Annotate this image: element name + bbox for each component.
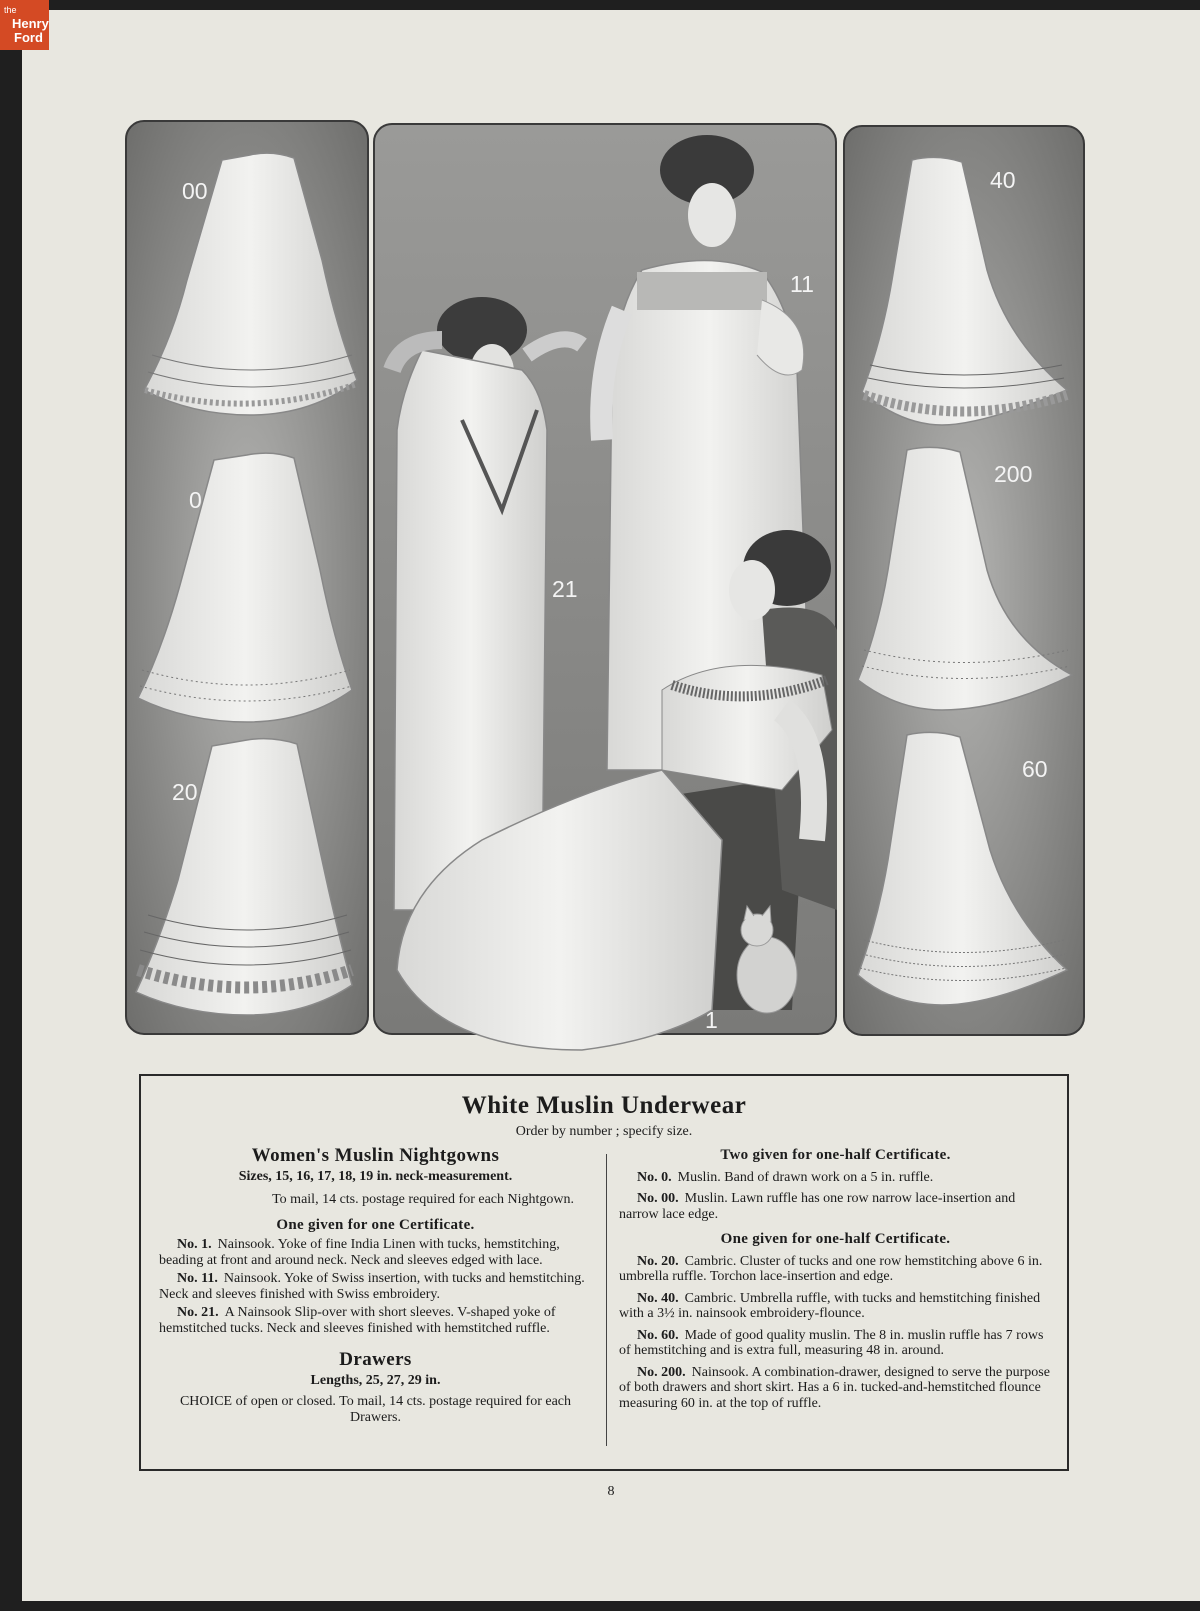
drawers-given-half-1: Two given for one-half Certificate.	[720, 1147, 951, 1163]
drawers-item	[619, 1170, 1052, 1186]
item-number: No. 00.	[637, 1191, 679, 1206]
item-number: No. 0.	[637, 1169, 672, 1185]
drawers-column	[619, 1146, 1052, 1417]
nightgowns-sizes: Sizes, 15, 16, 17, 18, 19 in. neck-measurement.	[238, 1168, 513, 1184]
drawers-heading: Drawers	[339, 1349, 412, 1370]
drawers-item	[619, 1328, 1052, 1359]
item-number: No. 11.	[177, 1271, 218, 1286]
catalog-subtitle: Order by number ; specify size.	[515, 1124, 693, 1139]
item-number: No. 200.	[637, 1364, 686, 1380]
item-description: Nainsook. A combination-drawer, designed to serve the purpose of both drawers and short skirt. Has a 6 in. tucked-and-hemstitched flounce measuring 60 in. at the top of ruffle.	[619, 1364, 1050, 1411]
catalog-text-box	[139, 1074, 1069, 1471]
item-description: Cambric. Umbrella ruffle, with tucks and hemstitching finished with a 3½ in. nainsook embroidery-flounce.	[619, 1290, 1041, 1321]
catalog-page	[22, 10, 1200, 1601]
drawers-item	[619, 1191, 1052, 1222]
drawers-given-half-2: One given for one-half Certificate.	[720, 1231, 951, 1247]
item-number: No. 40.	[637, 1290, 679, 1306]
label-drawers-200: 200	[994, 461, 1033, 487]
drawers-item	[619, 1254, 1052, 1285]
nightgowns-postage: To mail, 14 cts. postage required for each Nightgown.	[272, 1192, 574, 1207]
label-drawers-60: 60	[1022, 756, 1048, 782]
column-divider	[606, 1154, 607, 1446]
nightgown-item	[159, 1271, 592, 1302]
logo-text-ford: Ford	[14, 30, 43, 45]
label-drawers-0: 0	[189, 487, 202, 513]
nightgown-item	[159, 1305, 592, 1336]
drawers-lengths: Lengths, 25, 27, 29 in.	[310, 1372, 441, 1388]
item-description: Muslin. Band of drawn work on a 5 in. ruffle.	[677, 1169, 934, 1185]
item-description: A Nainsook Slip-over with short sleeves. V-shaped yoke of hemstitched tucks. Neck and sleeves finished with hemstitched ruffle.	[159, 1305, 556, 1336]
item-number: No. 1.	[177, 1237, 212, 1252]
label-gown-1: 1	[705, 1007, 718, 1033]
item-number: No. 21.	[177, 1305, 219, 1320]
drawers-section	[159, 1349, 592, 1425]
right-panel	[844, 126, 1084, 1035]
nightgowns-column	[159, 1146, 592, 1425]
catalog-title: White Muslin Underwear	[461, 1092, 747, 1119]
drawers-item	[619, 1291, 1052, 1322]
henry-ford-logo[interactable]	[0, 0, 49, 50]
center-panel	[374, 124, 837, 1050]
drawers-note: CHOICE of open or closed. To mail, 14 cts. postage required for each Drawers.	[179, 1394, 572, 1425]
item-number: No. 60.	[637, 1327, 679, 1343]
nightgowns-given: One given for one Certificate.	[276, 1216, 475, 1233]
item-description: Nainsook. Yoke of fine India Linen with tucks, hemstitching, beading at front and around neck. Neck and sleeves edged with lace.	[159, 1237, 560, 1268]
label-drawers-00: 00	[182, 178, 208, 204]
label-gown-11: 11	[790, 271, 814, 297]
nightgown-item	[159, 1237, 592, 1268]
item-description: Muslin. Lawn ruffle has one row narrow lace-insertion and narrow lace edge.	[619, 1191, 1016, 1222]
label-gown-21: 21	[552, 576, 578, 602]
drawers-item	[619, 1365, 1052, 1412]
item-description: Nainsook. Yoke of Swiss insertion, with tucks and hemstitching. Neck and sleeves finished with Swiss embroidery.	[159, 1271, 585, 1302]
nightgowns-heading: Women's Muslin Nightgowns	[251, 1145, 500, 1166]
label-drawers-20: 20	[172, 779, 198, 805]
item-number: No. 20.	[637, 1253, 679, 1269]
label-drawers-40: 40	[990, 167, 1016, 193]
left-panel	[126, 121, 368, 1034]
page-number: 8	[607, 1484, 615, 1499]
logo-text-henry: Henry	[12, 16, 49, 31]
logo-text-the: the	[4, 5, 17, 15]
illustration	[22, 10, 1200, 1070]
item-description: Made of good quality muslin. The 8 in. muslin ruffle has 7 rows of hemstitching and is extra full, measuring 48 in. around.	[619, 1327, 1044, 1358]
item-description: Cambric. Cluster of tucks and one row hemstitching above 6 in. umbrella ruffle. Torchon lace-insertion and edge.	[619, 1253, 1043, 1284]
